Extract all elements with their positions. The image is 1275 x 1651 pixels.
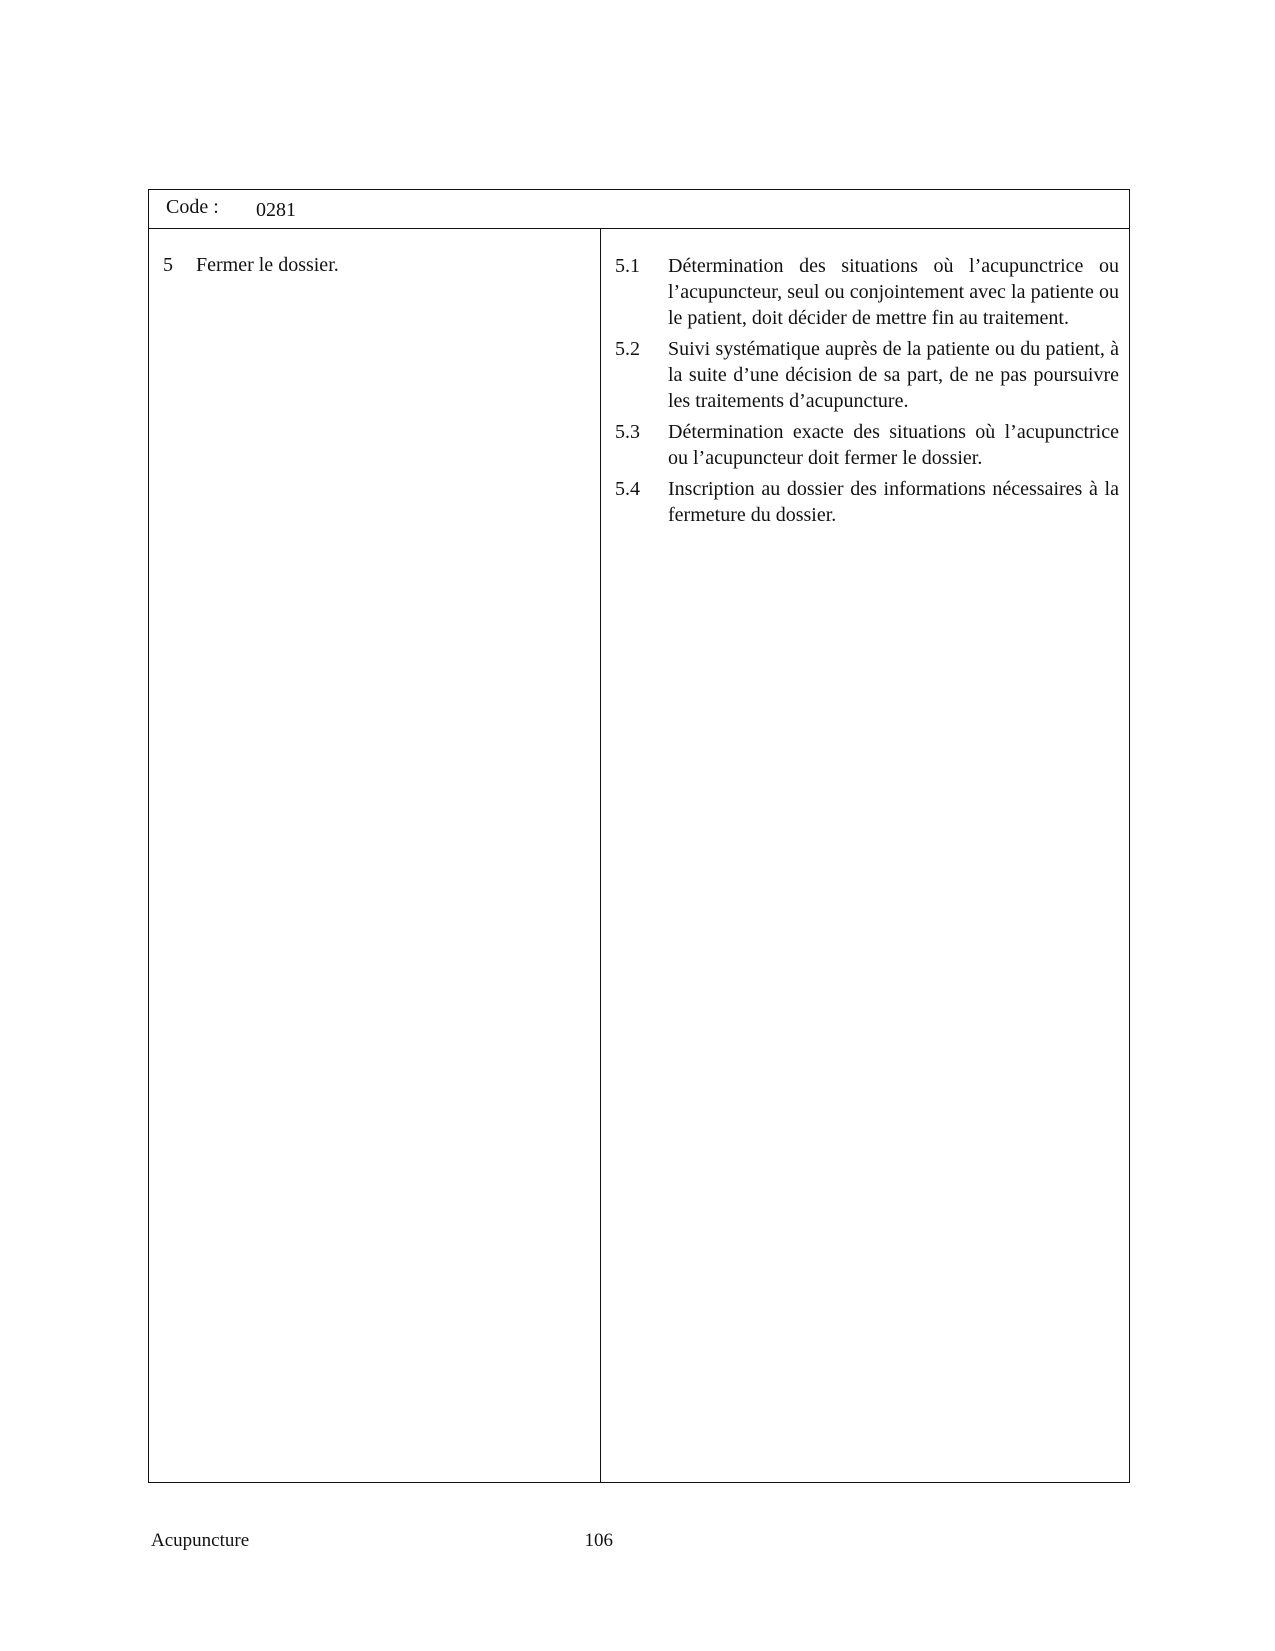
competency-text: Fermer le dossier. (196, 254, 339, 276)
element-item (615, 419, 1119, 471)
code-label: Code : (166, 196, 219, 218)
element-number: 5.4 (615, 478, 640, 500)
element-number: 5.1 (615, 255, 640, 277)
column-divider (600, 228, 601, 1482)
element-text: Détermination exacte des situations où l’acupunctrice ou l’acupuncteur doit fermer le dossier. (668, 421, 1119, 469)
element-text: Détermination des situations où l’acupunctrice ou l’acupuncteur, seul ou conjointement avec la patiente ou le patient, doit décider de mettre fin au traitement. (668, 255, 1119, 329)
element-number: 5.3 (615, 421, 640, 443)
competency-table (148, 189, 1130, 1483)
competency-elements (615, 253, 1119, 533)
code-row (149, 190, 1129, 229)
element-item (615, 336, 1119, 414)
competency-number: 5 (163, 254, 173, 276)
competency-statement (163, 253, 339, 277)
element-text: Inscription au dossier des informations nécessaires à la fermeture du dossier. (668, 478, 1119, 526)
footer-page-number: 106 (584, 1530, 613, 1551)
code-value: 0281 (256, 199, 296, 221)
element-item (615, 253, 1119, 331)
element-item (615, 476, 1119, 528)
element-text: Suivi systématique auprès de la patiente ou du patient, à la suite d’une décision de sa part, de ne pas poursuivre les traitements d’acupuncture. (668, 338, 1119, 412)
footer-document-name: Acupuncture (151, 1530, 250, 1551)
element-number: 5.2 (615, 338, 640, 360)
